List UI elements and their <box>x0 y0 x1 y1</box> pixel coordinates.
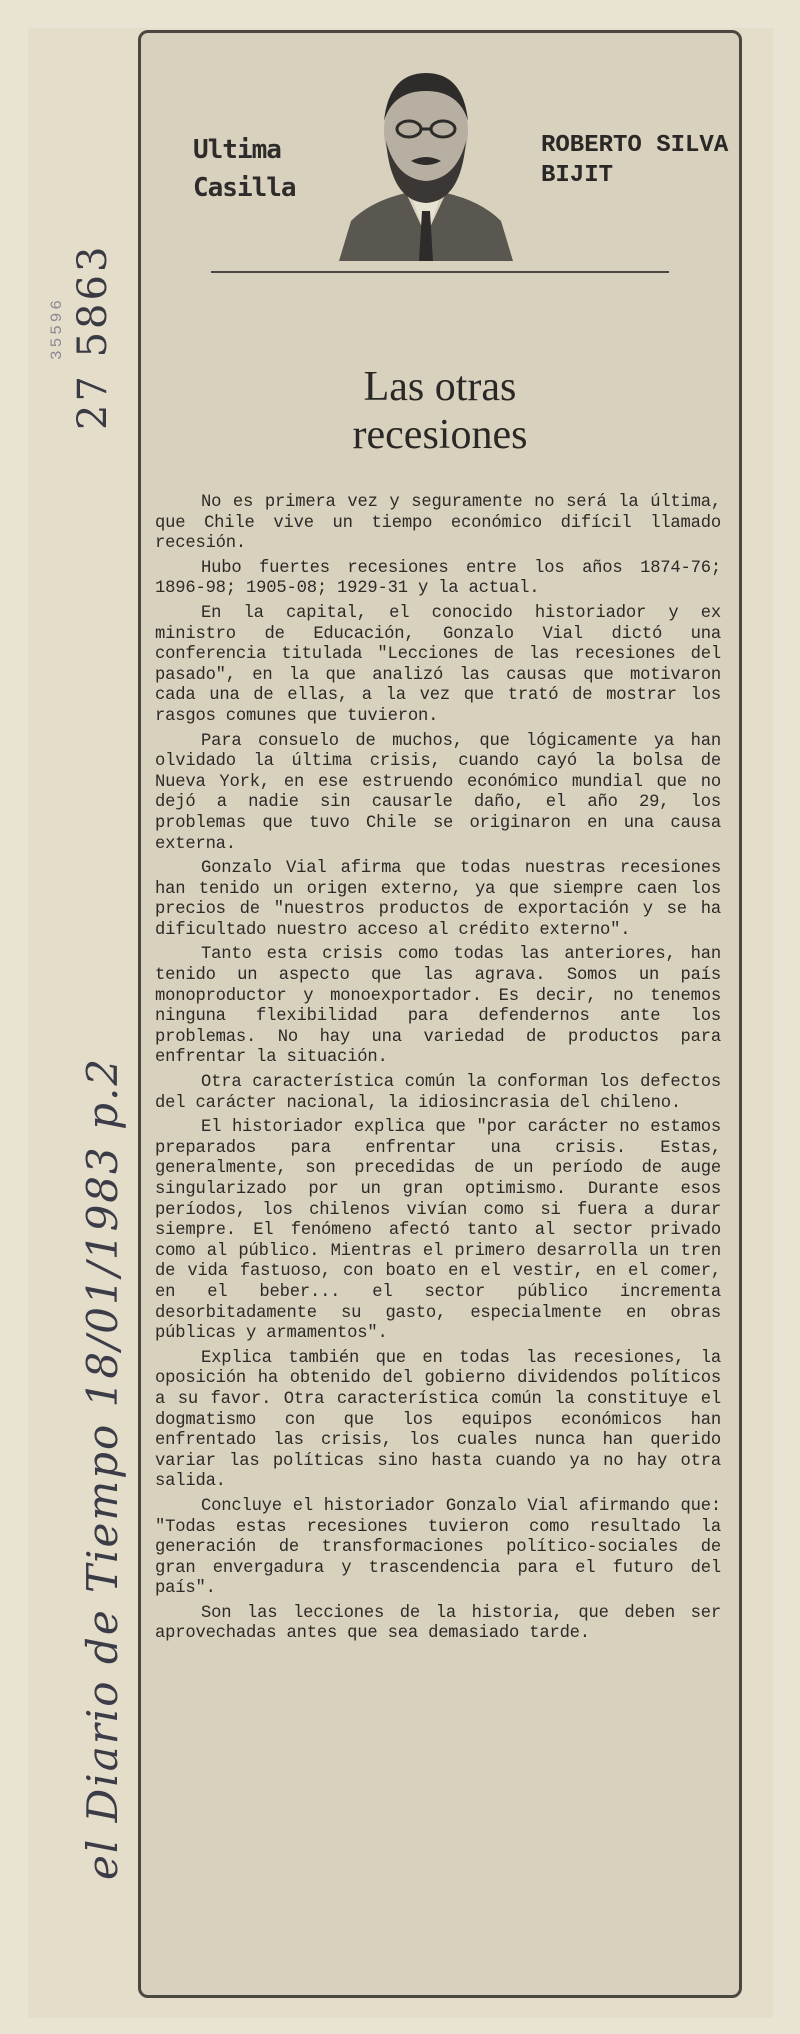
author-portrait-photo <box>331 61 521 261</box>
paragraph: El historiador explica que "por carácter no estamos preparados para enfrentar una crisis. Estas, generalmente, son precedidas de un período de auge singularizado por un gran optimismo. Durante esos períodos, los chilenos vivían como si fuera a durar siempre. El fenómeno afectó tanto al sector privado como al público. Mientras el primero desarrolla un tren de vida fastuoso, con boato en el vestir, en el comer, en el beber... el sector público incrementa desorbitadamente su gasto, especialmente en obras públicas y armamentos". <box>155 1118 721 1344</box>
paragraph: Son las lecciones de la historia, que deben ser aprovechadas antes que sea demasiado tarde. <box>155 1603 721 1644</box>
paragraph: Explica también que en todas las recesiones, la oposición ha obtenido del gobierno dividendos políticos a su favor. Otra característica común la constituye el dogmatismo con que los equipos económicos han enfrentado las crisis, los cuales nunca han querido variar las políticas sino hasta cuando ya no hay otra salida. <box>155 1348 721 1492</box>
author-name: ROBERTO SILVA BIJIT <box>541 132 729 189</box>
paragraph: Tanto esta crisis como todas las anteriores, han tenido un aspecto que las agrava. Somos un país monoproductor y monoexportador. Es decir, no tenemos ninguna flexibilidad para defendernos ante los problemas. No hay una variedad de productos para enfrentar la situación. <box>155 945 721 1068</box>
paragraph: Gonzalo Vial afirma que todas nuestras recesiones han tenido un origen externo, ya que siempre caen los precios de "nuestros productos de exportación y se ha dificultado nuestro acceso al crédito externo". <box>155 859 721 940</box>
paragraph: No es primera vez y seguramente no será la última, que Chile vive un tiempo económico difícil llamado recesión. <box>155 493 721 554</box>
paragraph: Hubo fuertes recesiones entre los años 1874-76; 1896-98; 1905-08; 1929-31 y la actual. <box>155 558 721 599</box>
headline-line-2: recesiones <box>352 412 528 458</box>
header-divider <box>211 271 669 273</box>
headline-line-1: Las otras <box>363 364 517 410</box>
article-headline <box>141 363 739 459</box>
column-header <box>141 33 739 263</box>
newspaper-clipping <box>138 30 742 1998</box>
paragraph: En la capital, el conocido historiador y ex ministro de Educación, Gonzalo Vial dictó una conferencia titulada "Lecciones de las recesiones del pasado", en la que analizó las causas que motivaron cada una de ellas, a la vez que trató de mostrar los rasgos comunes que tuvieron. <box>155 603 721 726</box>
catalog-number: 27 5863 <box>70 243 116 430</box>
paragraph: Para consuelo de muchos, que lógicamente ya han olvidado la última crisis, cuando cayó la bolsa de Nueva York, en ese estruendo económico mundial que no dejó a nadie sin causarle daño, el año 29, los problemas que tuvo Chile se originaron en una causa externa. <box>155 731 721 854</box>
article-body <box>155 493 721 1645</box>
paragraph: Otra característica común la conforman los defectos del carácter nacional, la idiosincrasia del chileno. <box>155 1073 721 1113</box>
handwritten-source-note: el Diario de Tiempo 18/01/1983 p.2 <box>78 1056 127 1880</box>
paragraph: Concluye el historiador Gonzalo Vial afirmando que: "Todas estas recesiones tuvieron como resultado la generación de transformaciones político-sociales de gran envergadura y trascendencia para el futuro del país". <box>155 1496 721 1599</box>
archive-stamp: 35596 <box>48 296 66 360</box>
column-logo: Ultima Casilla <box>193 135 296 203</box>
